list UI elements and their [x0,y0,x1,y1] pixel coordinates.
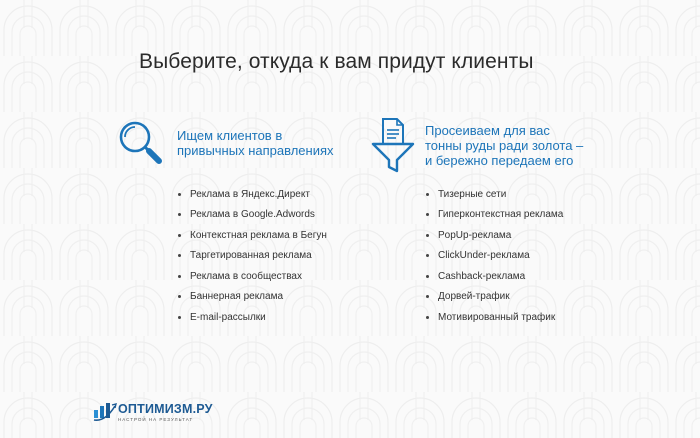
column-heading [425,123,583,168]
channel-list [178,184,327,328]
list-item: ClickUnder-реклама [426,246,563,267]
column-header [114,118,354,178]
column-heading [177,128,334,158]
bullet-icon [178,213,181,216]
logo-bars-icon [93,400,117,422]
list-item: Реклама в Google.Adwords [178,205,327,226]
bullet-icon [426,254,429,257]
bullet-icon [178,254,181,257]
logo-tagline: НАСТРОЙ НА РЕЗУЛЬТАТ [118,417,194,422]
bullet-icon [426,193,429,196]
bullet-icon [426,234,429,237]
magnifier-icon [114,118,166,170]
list-item: PopUp-реклама [426,225,563,246]
bullet-icon [178,193,181,196]
heading-line: Ищем клиентов в [177,128,283,143]
bullet-icon [426,275,429,278]
list-item: Реклама в Яндекс.Директ [178,184,327,205]
channel-list [426,184,563,328]
bullet-icon [178,234,181,237]
list-item: Контекстная реклама в Бегун [178,225,327,246]
list-item: Таргетированная реклама [178,246,327,267]
column-header [370,118,610,178]
heading-line: и бережно передаем его [425,153,574,168]
heading-line: тонны руды ради золота – [425,138,584,153]
list-item: Баннерная реклама [178,287,327,308]
bullet-icon [426,316,429,319]
list-item: Гиперконтекстная реклама [426,205,563,226]
column-classic-channels [114,118,354,323]
list-item: Тизерные сети [426,184,563,205]
list-item: Cashback-реклама [426,266,563,287]
bullet-icon [178,275,181,278]
list-item: Дорвей-трафик [426,287,563,308]
heading-line: привычных направлениях [177,143,334,158]
column-filtered-channels [370,118,610,323]
list-item: Мотивированный трафик [426,307,563,328]
funnel-document-icon [370,118,416,174]
list-item: Реклама в сообществах [178,266,327,287]
bullet-icon [426,213,429,216]
bullet-icon [178,316,181,319]
bullet-icon [426,295,429,298]
bullet-icon [178,295,181,298]
logo-name: ОПТИМИЗМ.РУ [118,402,213,416]
heading-line: Просеиваем для вас [425,123,550,138]
page-title: Выберите, откуда к вам придут клиенты [139,50,534,73]
list-item: E-mail-рассылки [178,307,327,328]
